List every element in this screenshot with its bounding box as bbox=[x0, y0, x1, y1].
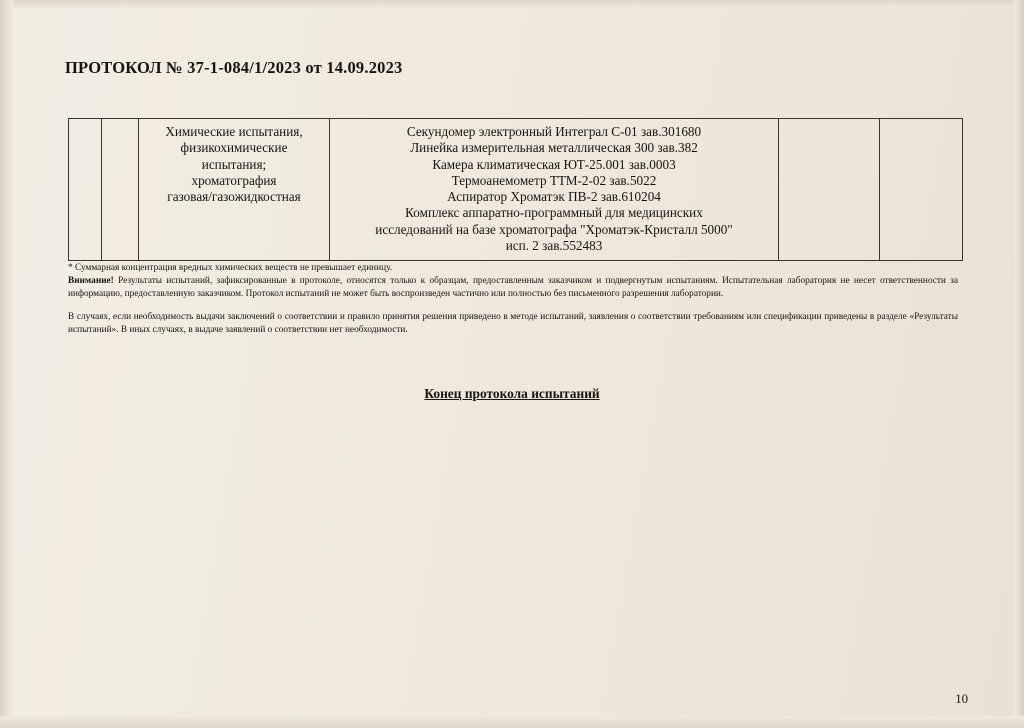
end-of-protocol-text: Конец протокола испытаний bbox=[424, 386, 600, 401]
equipment-table bbox=[68, 118, 963, 261]
table-cell-test-types bbox=[139, 119, 330, 261]
equipment-line: исследований на базе хроматографа "Хроматэк-Кристалл 5000" bbox=[375, 221, 733, 237]
table-cell-code bbox=[102, 119, 139, 261]
equipment-list bbox=[330, 119, 778, 260]
footnote-paragraph-2: В случаях, если необходимость выдачи заключений о соответствии и правило принятия решения приведено в методе испытаний, заявления о соответствии требованиям или спецификации приведены в разделе «Результаты испытаний». В иных случаях, в выдаче заявлений о соответствии нет необходимости. bbox=[68, 312, 958, 336]
table-cell-equipment bbox=[330, 119, 779, 261]
page-number: 10 bbox=[955, 692, 968, 706]
table-cell-extra-2 bbox=[880, 119, 963, 261]
footnote-warning-label: Внимание! bbox=[68, 275, 114, 286]
footnote-asterisk: * Суммарная концентрация вредных химических веществ не превышает единицу. bbox=[68, 263, 393, 273]
test-type-line: хроматография bbox=[191, 172, 277, 188]
equipment-line: Аспиратор Хроматэк ПВ-2 зав.610204 bbox=[447, 189, 661, 205]
equipment-line: Термоанемометр ТТМ-2-02 зав.5022 bbox=[451, 172, 657, 188]
equipment-line: исп. 2 зав.552483 bbox=[505, 238, 603, 254]
equipment-line: Камера климатическая ЮТ-25.001 зав.0003 bbox=[432, 156, 676, 172]
table-row bbox=[69, 119, 963, 261]
table-cell-extra-1-text bbox=[779, 119, 879, 130]
equipment-line: Секундомер электронный Интеграл С-01 зав.301680 bbox=[406, 124, 702, 139]
scan-edge-top bbox=[0, 0, 1024, 8]
footnotes-block bbox=[68, 262, 958, 337]
test-type-line: испытания; bbox=[201, 156, 267, 172]
footnote-warning-text: Результаты испытаний, зафиксированные в протоколе, относятся только к образцам, предоставленным заказчиком и подвергнутым испытаниям. Испытательная лаборатория не несет ответственности за информацию, предоставленную заказчиком. Протокол испытаний не может быть воспроизведен частично или полностью без письменного разрешения лаборатории. bbox=[68, 275, 958, 299]
equipment-line: Линейка измерительная металлическая 300 зав.382 bbox=[410, 140, 698, 156]
equipment-line: Комплекс аппаратно-программный для медицинских bbox=[405, 205, 703, 221]
test-type-line: газовая/газожидкостная bbox=[167, 189, 301, 205]
test-type-line: физикохимические bbox=[180, 140, 288, 156]
footnote-spacer bbox=[68, 300, 958, 311]
footnote-warning bbox=[68, 275, 958, 301]
table-cell-extra-1 bbox=[779, 119, 880, 261]
scan-edge-bottom bbox=[0, 716, 1024, 728]
test-type-line: Химические испытания, bbox=[165, 124, 303, 139]
table-cell-code-text bbox=[102, 119, 138, 130]
scan-edge-right bbox=[1014, 0, 1024, 728]
table-cell-index-text bbox=[69, 119, 101, 130]
scan-edge-left bbox=[0, 0, 13, 728]
test-types-list bbox=[139, 119, 329, 211]
end-of-protocol-note bbox=[0, 386, 1024, 402]
table-cell-extra-2-text bbox=[880, 119, 962, 130]
table-cell-index bbox=[69, 119, 102, 261]
page-title: ПРОТОКОЛ № 37-1-084/1/2023 от 14.09.2023 bbox=[65, 58, 403, 77]
